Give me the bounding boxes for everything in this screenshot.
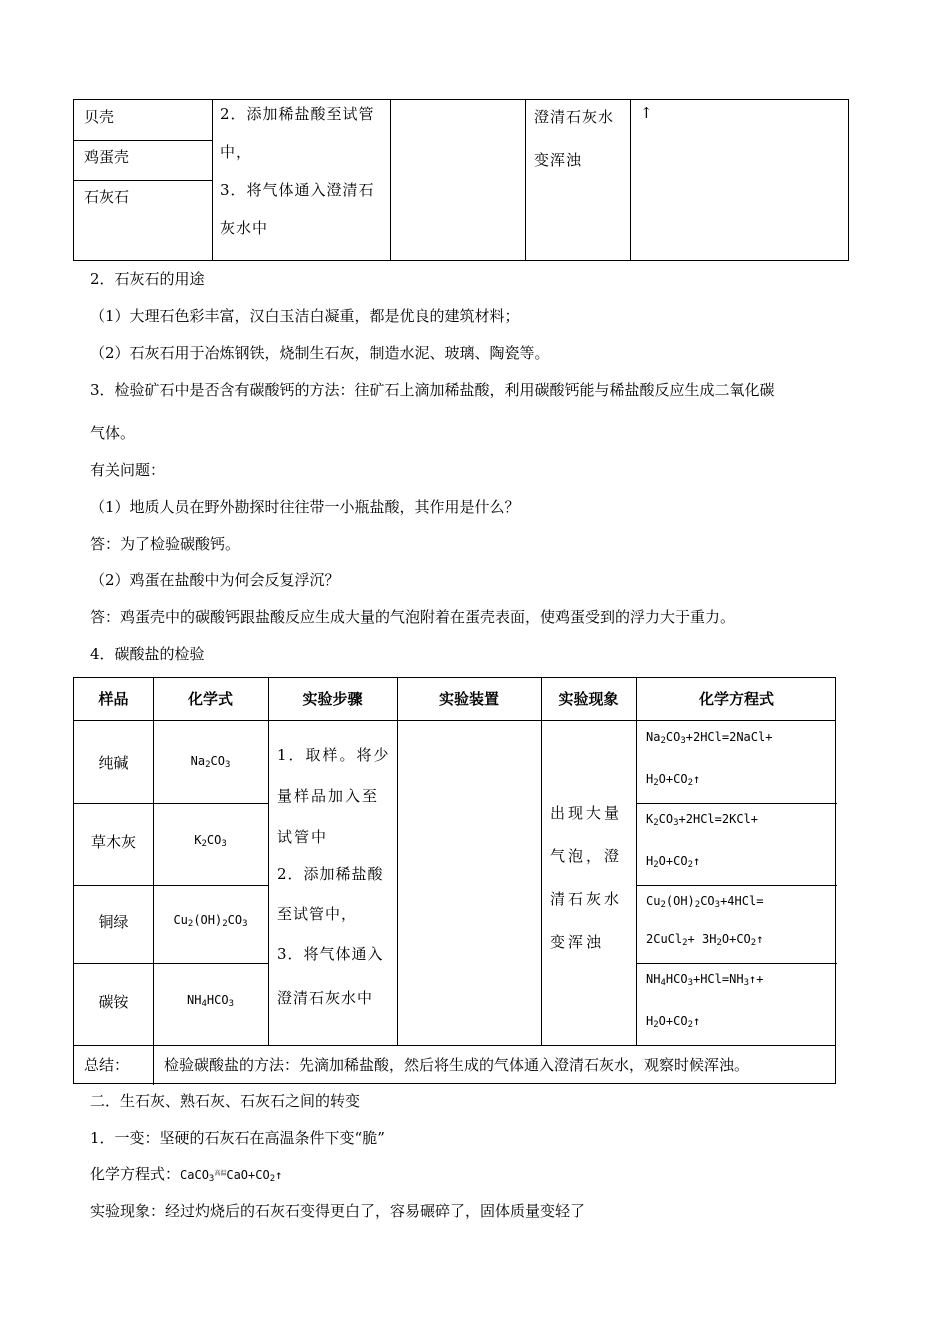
carbonate-test-table	[73, 677, 836, 1084]
sample-plant-ash: 草木灰	[90, 833, 136, 851]
equation-line: $H_2O+CO_2↑$	[646, 854, 701, 870]
sample-limestone: 石灰石	[84, 188, 130, 206]
equation-label: 化学方程式：	[90, 1165, 181, 1183]
equation-line: $Na_2CO_3+2HCl=2NaCl+$	[646, 730, 773, 746]
phenomenon-text	[550, 802, 622, 952]
steps-line: 灰水中	[220, 219, 269, 237]
formula-plant-ash: $K_2CO_3$	[194, 833, 227, 849]
steps-line: 1．取样。将少	[277, 746, 391, 764]
formula-verdigris: $Cu_2(OH)_2CO_3$	[173, 913, 248, 929]
phenomenon-line: 变浑浊	[550, 933, 605, 951]
answer-2: 答：鸡蛋壳中的碳酸钙跟盐酸反应生成大量的气泡附着在蛋壳表面，使鸡蛋受到的浮力大于重力。	[90, 608, 736, 626]
phenomenon-line: 出现大量	[550, 804, 623, 822]
equation-line: $K_2CO_3+2HCl=2KCl+$	[646, 812, 759, 828]
steps-text	[220, 106, 375, 236]
formula-ammonium-bicarbonate: $NH_4HCO_3$	[187, 993, 234, 1009]
phenomenon-line: 变浑浊	[534, 151, 583, 169]
phenomenon-text	[534, 106, 614, 170]
section-2-item-2: （2）石灰石用于冶炼钢铁，烧制生石灰，制造水泥、玻璃、陶瓷等。	[90, 344, 550, 362]
sample-soda-ash: 纯碱	[98, 754, 129, 772]
part-2-phenomenon: 实验现象：经过灼烧后的石灰石变得更白了，容易碾碎了，固体质量变轻了	[90, 1202, 586, 1220]
steps-line: 3．将气体通入澄清石	[220, 181, 375, 199]
header-equation: 化学方程式	[698, 690, 774, 708]
decomposition-equation: $CaCO_3^{高温}CaO+CO_2↑$	[180, 1168, 283, 1184]
table-1	[73, 99, 849, 261]
equation-verdigris	[646, 894, 763, 948]
header-phenomenon: 实验现象	[558, 690, 619, 708]
header-apparatus: 实验装置	[438, 690, 499, 708]
steps-line: 澄清石灰水中	[277, 989, 374, 1007]
sample-ammonium-bicarbonate: 碳铵	[98, 993, 129, 1011]
section-3-line-2: 气体。	[90, 424, 136, 442]
header-sample: 样品	[98, 690, 129, 708]
equation-line: $H_2O+CO_2↑$	[646, 1014, 701, 1030]
steps-line: 试管中	[277, 828, 329, 846]
steps-text	[277, 744, 391, 1008]
equation-line: 2CuCl$_2$+ $3H_2O+CO_2↑$	[646, 932, 764, 948]
steps-line: 中，	[220, 143, 253, 161]
equation-plant-ash	[646, 812, 758, 870]
steps-line: 3．将气体通入	[277, 945, 384, 963]
phenomenon-line: 澄清石灰水	[534, 108, 615, 126]
equation-line: $Cu_2(OH)_2CO_3+4HCl=$	[646, 894, 764, 910]
header-formula: 化学式	[187, 690, 233, 708]
equation-arrow: ↑	[640, 104, 653, 122]
sample-shell: 贝壳	[84, 108, 115, 126]
section-4-title: 4．碳酸盐的检验	[90, 645, 205, 663]
part-2-item-1: 1．一变：坚硬的石灰石在高温条件下变“脆”	[90, 1129, 385, 1147]
steps-line: 2．添加稀盐酸	[277, 865, 384, 883]
question-2: （2）鸡蛋在盐酸中为何会反复浮沉？	[90, 571, 340, 589]
sample-verdigris: 铜绿	[98, 913, 129, 931]
part-2-title: 二．生石灰、熟石灰、石灰石之间的转变	[90, 1092, 361, 1110]
steps-line: 至试管中，	[277, 905, 358, 923]
part-2-equation	[90, 1163, 282, 1184]
sample-eggshell: 鸡蛋壳	[84, 148, 130, 166]
equation-line: $H_2O+CO_2↑$	[646, 772, 701, 788]
section-2-item-1: （1）大理石色彩丰富，汉白玉洁白凝重，都是优良的建筑材料；	[90, 307, 520, 325]
phenomenon-line: 清石灰水	[550, 890, 623, 908]
summary-text: 检验碳酸盐的方法：先滴加稀盐酸，然后将生成的气体通入澄清石灰水，观察时候浑浊。	[164, 1056, 750, 1074]
answer-1: 答：为了检验碳酸钙。	[90, 535, 241, 553]
question-1: （1）地质人员在野外勘探时往往带一小瓶盐酸，其作用是什么？	[90, 498, 520, 516]
summary-label: 总结：	[84, 1056, 130, 1074]
formula-soda-ash: $Na_2CO_3$	[190, 754, 231, 770]
equation-line: $NH_4HCO_3+HCl=NH_3↑+$	[646, 972, 764, 988]
header-steps: 实验步骤	[302, 690, 363, 708]
steps-line: 量样品加入至	[277, 787, 380, 805]
phenomenon-line: 气泡，澄	[550, 847, 623, 865]
section-2-title: 2．石灰石的用途	[90, 270, 205, 288]
related-questions-label: 有关问题：	[90, 461, 166, 479]
section-3-line-1: 3．检验矿石中是否含有碳酸钙的方法：往矿石上滴加稀盐酸，利用碳酸钙能与稀盐酸反应生成二氧化碳	[90, 381, 775, 399]
equation-ammonium-bicarbonate	[646, 972, 763, 1030]
equation-soda-ash	[646, 730, 772, 788]
steps-line: 2．添加稀盐酸至试管	[220, 105, 375, 123]
